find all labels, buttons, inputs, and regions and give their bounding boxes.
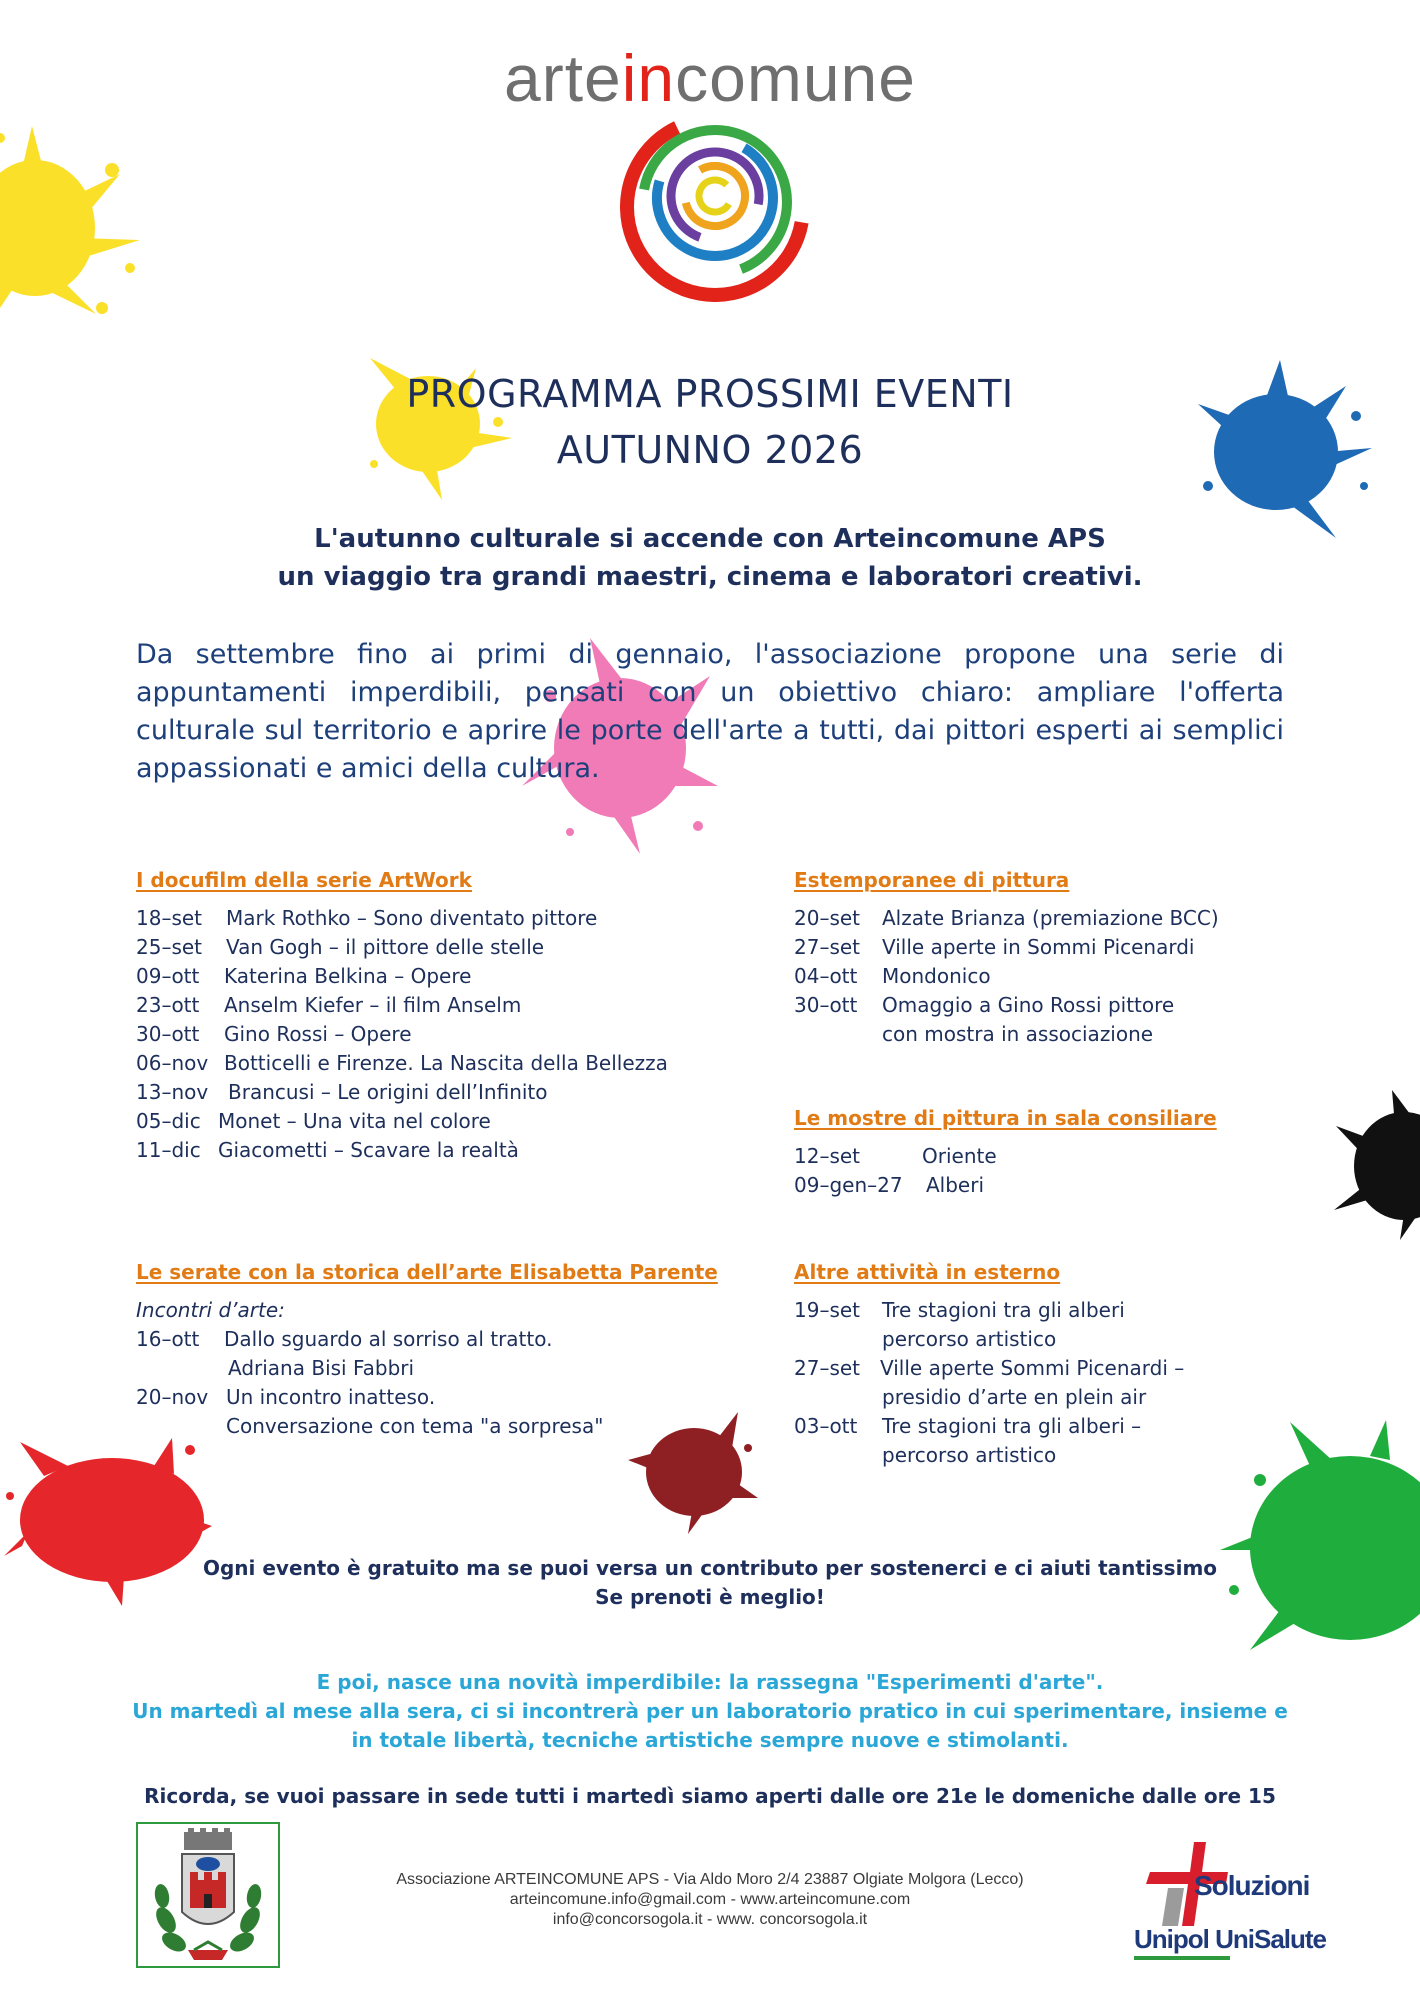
list-item [794,1356,1185,1380]
list-item [794,1144,997,1168]
list-item [136,993,522,1017]
event-title: Van Gogh – il pittore delle stelle [226,935,545,959]
list-item [794,935,1195,959]
list-item [136,1109,491,1133]
event-date: 06–nov [136,1051,209,1075]
list-item [136,1051,668,1075]
list-item [136,906,598,930]
intro-paragraph: Da settembre fino ai primi di gennaio, l'associazione propone una serie di appuntamenti imperdibili, pensati con un obiettivo chiaro: ampliare l'offerta culturale sul territorio e aprire le porte dell'arte a tutti, dai pittori esperti ai semplici appassionati e amici della cultura. [136,639,1284,784]
event-date: 23–ott [136,993,200,1017]
page-title-line2: AUTUNNO 2026 [556,428,864,472]
opening-hours-note: Ricorda, se vuoi passare in sede tutti i martedì siamo aperti dalle ore 21e le domeniche dalle ore 15 [144,1784,1276,1808]
list-item [794,906,1219,930]
darkred-splash [628,1408,758,1534]
footer-line1: Associazione ARTEINCOMUNE APS - Via Aldo Moro 2/4 23887 Olgiate Molgora (Lecco) [396,1871,1024,1888]
list-item [794,993,1175,1017]
event-date: 20–set [794,906,861,930]
logo-spiral-icon [620,112,810,302]
event-title-continued: percorso artistico [882,1443,1057,1467]
list-item [136,1080,548,1104]
footer-address [300,1870,1120,1930]
docufilm-heading: I docufilm della serie ArtWork [136,868,472,892]
event-date: 09–ott [136,964,200,988]
list-item-continuation [882,1443,1056,1467]
estemporanee-heading: Estemporanee di pittura [794,868,1070,892]
event-title: Ville aperte Sommi Picenardi – [880,1356,1185,1380]
novita-line1: E poi, nasce una novità imperdibile: la rassegna "Esperimenti d'arte". [316,1670,1104,1694]
subtitle-line2: un viaggio tra grandi maestri, cinema e laboratori creativi. [277,562,1143,592]
event-title-continued: presidio d’arte en plein air [882,1385,1147,1409]
list-item [136,1327,553,1351]
event-date: 30–ott [794,993,858,1017]
event-title-continued: Adriana Bisi Fabbri [228,1356,415,1380]
novita-line3: in totale libertà, tecniche artistiche sempre nuove e stimolanti. [351,1728,1069,1752]
list-item [136,1385,436,1409]
event-title: Tre stagioni tra gli alberi [882,1298,1125,1322]
list-item [794,1298,1125,1322]
event-date: 05–dic [136,1109,201,1133]
footer-line2: arteincomune.info@gmail.com - www.arteincomune.com [509,1891,911,1908]
event-title: Dallo sguardo al sorriso al tratto. [224,1327,553,1351]
event-title: Omaggio a Gino Rossi pittore [882,993,1175,1017]
event-title: Tre stagioni tra gli alberi – [882,1414,1142,1438]
list-item [794,964,991,988]
event-title: Ville aperte in Sommi Picenardi [882,935,1195,959]
event-date: 03–ott [794,1414,858,1438]
event-title: Mark Rothko – Sono diventato pittore [226,906,598,930]
list-item [136,935,545,959]
event-date: 19–set [794,1298,861,1322]
event-title-continued: Conversazione con tema "a sorpresa" [226,1414,604,1438]
green-splash [1220,1420,1420,1660]
sponsor-unipol: Unipol [1134,1924,1209,1954]
event-date: 09–gen–27 [794,1173,903,1197]
list-item [136,1138,519,1162]
sponsor-name-line2 [1134,1924,1326,1955]
list-item [136,964,472,988]
list-item-continuation [228,1356,414,1380]
event-title: Oriente [922,1144,997,1168]
list-item-continuation [882,1385,1146,1409]
event-title: Botticelli e Firenze. La Nascita della Bellezza [224,1051,668,1075]
event-date: 20–nov [136,1385,209,1409]
event-date: 11–dic [136,1138,201,1162]
event-date: 13–nov [136,1080,209,1104]
novita-line2: Un martedì al mese alla sera, ci si incontrerà per un laboratorio pratico in cui sperimentare, insieme e [132,1699,1288,1723]
event-title: Katerina Belkina – Opere [224,964,472,988]
municipal-crest [136,1822,280,1968]
event-title: Brancusi – Le origini dell’Infinito [228,1080,548,1104]
event-title: Mondonico [882,964,991,988]
event-date: 27–set [794,1356,861,1380]
subtitle-line1: L'autunno culturale si accende con Arteincomune APS [314,524,1106,554]
free-event-note-line1: Ogni evento è gratuito ma se puoi versa un contributo per sostenerci e ci aiuti tantissimo [202,1556,1218,1580]
event-title: Anselm Kiefer – il film Anselm [224,993,522,1017]
footer-line3: info@concorsogola.it - www. concorsogola.it [552,1911,868,1928]
yellow-splash-left [0,118,150,328]
event-date: 27–set [794,935,861,959]
list-item [794,1173,985,1197]
serate-label: Incontri d’arte: [136,1298,285,1322]
event-title: Gino Rossi – Opere [224,1022,412,1046]
event-title: Giacometti – Scavare la realtà [218,1138,519,1162]
sponsor-name-line1: Soluzioni [1194,1870,1310,1901]
event-title: Monet – Una vita nel colore [218,1109,491,1133]
list-item-continuation [882,1327,1056,1351]
serate-heading: Le serate con la storica dell’arte Elisabetta Parente [136,1260,718,1284]
event-title: Alzate Brianza (premiazione BCC) [882,906,1219,930]
sponsor-underline [1134,1956,1230,1960]
event-title: Un incontro inatteso. [226,1385,436,1409]
page-title-line1: PROGRAMMA PROSSIMI EVENTI [406,372,1014,416]
free-event-note-line2: Se prenoti è meglio! [595,1585,825,1609]
event-date: 18–set [136,906,203,930]
event-title: Alberi [926,1173,985,1197]
list-item [794,1414,1142,1438]
event-date: 30–ott [136,1022,200,1046]
event-date: 25–set [136,935,203,959]
logo-part-comune: comune [675,41,916,115]
logo-wordmark [0,40,1420,116]
event-title-continued: con mostra in associazione [882,1022,1154,1046]
sponsor-unisalute: UniSalute [1215,1924,1327,1954]
mostre-heading: Le mostre di pittura in sala consiliare [794,1106,1217,1130]
event-date: 12–set [794,1144,861,1168]
black-splash [1334,1090,1420,1240]
logo-part-arte: arte [504,41,622,115]
list-item-continuation [226,1414,603,1438]
list-item-continuation [882,1022,1153,1046]
list-item [136,1022,412,1046]
logo-part-in: in [621,41,676,115]
crest-icon [138,1824,278,1966]
altre-heading: Altre attività in esterno [794,1260,1061,1284]
event-title-continued: percorso artistico [882,1327,1057,1351]
event-date: 16–ott [136,1327,200,1351]
event-date: 04–ott [794,964,858,988]
sponsor-logo [1128,1834,1328,1974]
